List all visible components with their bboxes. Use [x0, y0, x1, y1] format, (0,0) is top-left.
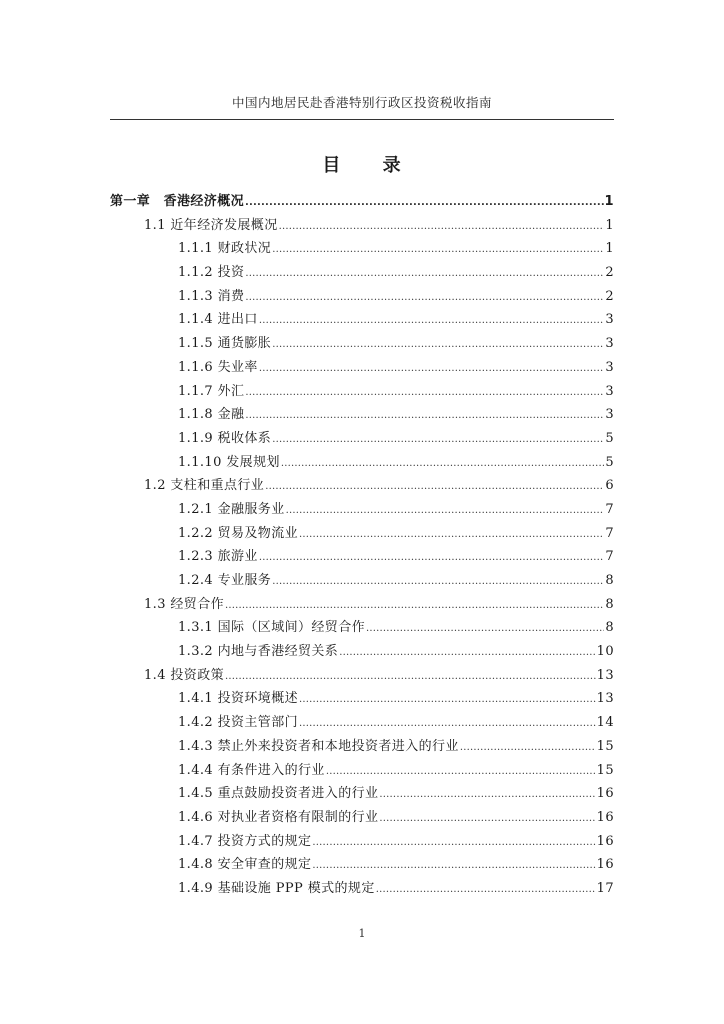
dot-leader [326, 766, 596, 777]
toc-entry [110, 214, 614, 238]
dot-leader [245, 387, 604, 398]
toc-entry-page: 1 [604, 194, 614, 209]
dot-leader [225, 671, 596, 682]
dot-leader [265, 481, 604, 492]
toc-entry-label: 1.1.4 进出口 [178, 312, 258, 328]
toc-entry-label: 1.4.7 投资方式的规定 [178, 833, 312, 849]
toc-entry-label: 1.1.1 财政状况 [178, 241, 272, 257]
toc-entry [110, 782, 614, 806]
toc-entry [110, 664, 614, 688]
toc-entry-page: 3 [605, 407, 614, 423]
toc-entry [110, 711, 614, 735]
dot-leader [245, 197, 604, 208]
toc-entry-label: 1.2.3 旅游业 [178, 549, 258, 565]
toc-entry-page: 16 [596, 833, 614, 849]
toc-entry-label: 1.4.9 基础设施 PPP 模式的规定 [178, 880, 375, 896]
toc-entry-label: 1.4.1 投资环境概述 [178, 691, 299, 707]
toc-entry-label: 1.4.3 禁止外来投资者和本地投资者进入的行业 [178, 738, 459, 754]
toc-entry [110, 640, 614, 664]
toc-entry [110, 593, 614, 617]
toc-entry-label: 1.4 投资政策 [144, 667, 225, 683]
dot-leader [245, 292, 604, 303]
toc-entry-label: 1.4.8 安全审查的规定 [178, 857, 312, 873]
dot-leader [460, 742, 596, 753]
toc-entry [110, 451, 614, 475]
toc-entry [110, 356, 614, 380]
dot-leader [281, 458, 604, 469]
toc-entry-page: 14 [596, 715, 614, 731]
dot-leader [299, 718, 596, 729]
toc-entry [110, 237, 614, 261]
dot-leader [379, 789, 595, 800]
dot-leader [245, 268, 604, 279]
toc-entry [110, 545, 614, 569]
dot-leader [312, 860, 595, 871]
toc-entry-label: 1.1.3 消费 [178, 288, 245, 304]
toc-entry [110, 498, 614, 522]
table-of-contents [110, 190, 614, 901]
page-number: 1 [358, 927, 366, 940]
toc-entry [110, 403, 614, 427]
toc-entry-page: 1 [605, 241, 614, 257]
toc-entry-label: 1.2.1 金融服务业 [178, 501, 285, 517]
toc-entry [110, 190, 614, 214]
toc-entry-label: 1.4.2 投资主管部门 [178, 715, 299, 731]
toc-entry-label: 1.1.6 失业率 [178, 359, 258, 375]
toc-entry [110, 877, 614, 901]
toc-entry-page: 16 [596, 809, 614, 825]
toc-entry [110, 735, 614, 759]
header-rule [110, 119, 614, 120]
toc-entry-label: 1.2.4 专业服务 [178, 573, 272, 588]
dot-leader [279, 221, 605, 232]
toc-entry-label: 1.1 近年经济发展概况 [144, 217, 278, 233]
toc-entry-page: 6 [605, 478, 614, 494]
toc-entry-page: 8 [605, 573, 614, 588]
toc-entry-page: 10 [596, 644, 614, 660]
toc-entry-label: 1.4.6 对执业者资格有限制的行业 [178, 809, 379, 825]
toc-title: 目 录 [322, 155, 402, 176]
toc-entry-page: 16 [596, 857, 614, 873]
dot-leader [339, 647, 595, 658]
toc-entry-page: 7 [605, 501, 614, 517]
toc-entry-page: 8 [605, 620, 614, 636]
toc-entry-page: 3 [605, 359, 614, 375]
dot-leader [312, 837, 595, 848]
dot-leader [259, 363, 605, 374]
toc-entry [110, 853, 614, 877]
toc-entry [110, 285, 614, 309]
toc-entry-page: 5 [605, 454, 614, 470]
toc-entry-label: 1.4.5 重点鼓励投资者进入的行业 [178, 786, 379, 802]
toc-entry-page: 3 [605, 312, 614, 328]
toc-entry-page: 3 [605, 383, 614, 399]
dot-leader [366, 623, 604, 634]
toc-entry [110, 332, 614, 356]
toc-entry-page: 8 [605, 596, 614, 612]
toc-entry [110, 687, 614, 711]
toc-entry-label: 1.2.2 贸易及物流业 [178, 525, 299, 541]
toc-entry-page: 15 [596, 738, 614, 754]
dot-leader [299, 694, 596, 705]
toc-entry-label: 1.1.2 投资 [178, 265, 245, 281]
toc-entry [110, 474, 614, 498]
toc-entry-page: 7 [605, 525, 614, 541]
toc-entry [110, 830, 614, 854]
dot-leader [272, 244, 604, 255]
toc-entry-label: 1.1.5 通货膨胀 [178, 336, 272, 352]
dot-leader [272, 434, 604, 445]
toc-entry-label: 1.3 经贸合作 [144, 596, 225, 612]
dot-leader [245, 410, 604, 421]
toc-entry-page: 17 [596, 880, 614, 896]
toc-entry [110, 427, 614, 451]
toc-entry-label: 1.1.7 外汇 [178, 383, 245, 399]
toc-entry-page: 15 [596, 762, 614, 778]
toc-entry-label: 1.3.2 内地与香港经贸关系 [178, 644, 339, 660]
dot-leader [272, 339, 604, 350]
toc-entry-label: 1.4.4 有条件进入的行业 [178, 762, 325, 778]
toc-entry-page: 5 [605, 430, 614, 446]
dot-leader [259, 315, 605, 326]
toc-entry-label: 第一章 香港经济概况 [110, 194, 245, 209]
toc-entry [110, 522, 614, 546]
toc-entry-label: 1.1.9 税收体系 [178, 430, 272, 446]
toc-entry-page: 16 [596, 786, 614, 802]
dot-leader [259, 552, 605, 563]
toc-entry [110, 569, 614, 593]
toc-entry-label: 1.1.8 金融 [178, 407, 245, 423]
dot-leader [272, 576, 604, 587]
toc-entry [110, 308, 614, 332]
dot-leader [376, 884, 596, 895]
toc-entry-label: 1.2 支柱和重点行业 [144, 478, 265, 494]
toc-entry [110, 616, 614, 640]
toc-entry-page: 7 [605, 549, 614, 565]
dot-leader [299, 529, 604, 540]
toc-entry-page: 2 [605, 288, 614, 304]
dot-leader [379, 813, 595, 824]
toc-entry-page: 13 [596, 667, 614, 683]
toc-entry-page: 3 [605, 336, 614, 352]
toc-entry-label: 1.3.1 国际（区域间）经贸合作 [178, 620, 366, 636]
dot-leader [286, 505, 605, 516]
toc-entry [110, 380, 614, 404]
toc-entry-label: 1.1.10 发展规划 [178, 454, 280, 470]
dot-leader [225, 600, 604, 611]
toc-entry [110, 759, 614, 783]
toc-entry [110, 806, 614, 830]
running-header: 中国内地居民赴香港特别行政区投资税收指南 [231, 95, 492, 110]
toc-entry-page: 1 [605, 217, 614, 233]
toc-entry-page: 2 [605, 265, 614, 281]
toc-entry [110, 261, 614, 285]
toc-entry-page: 13 [596, 691, 614, 707]
